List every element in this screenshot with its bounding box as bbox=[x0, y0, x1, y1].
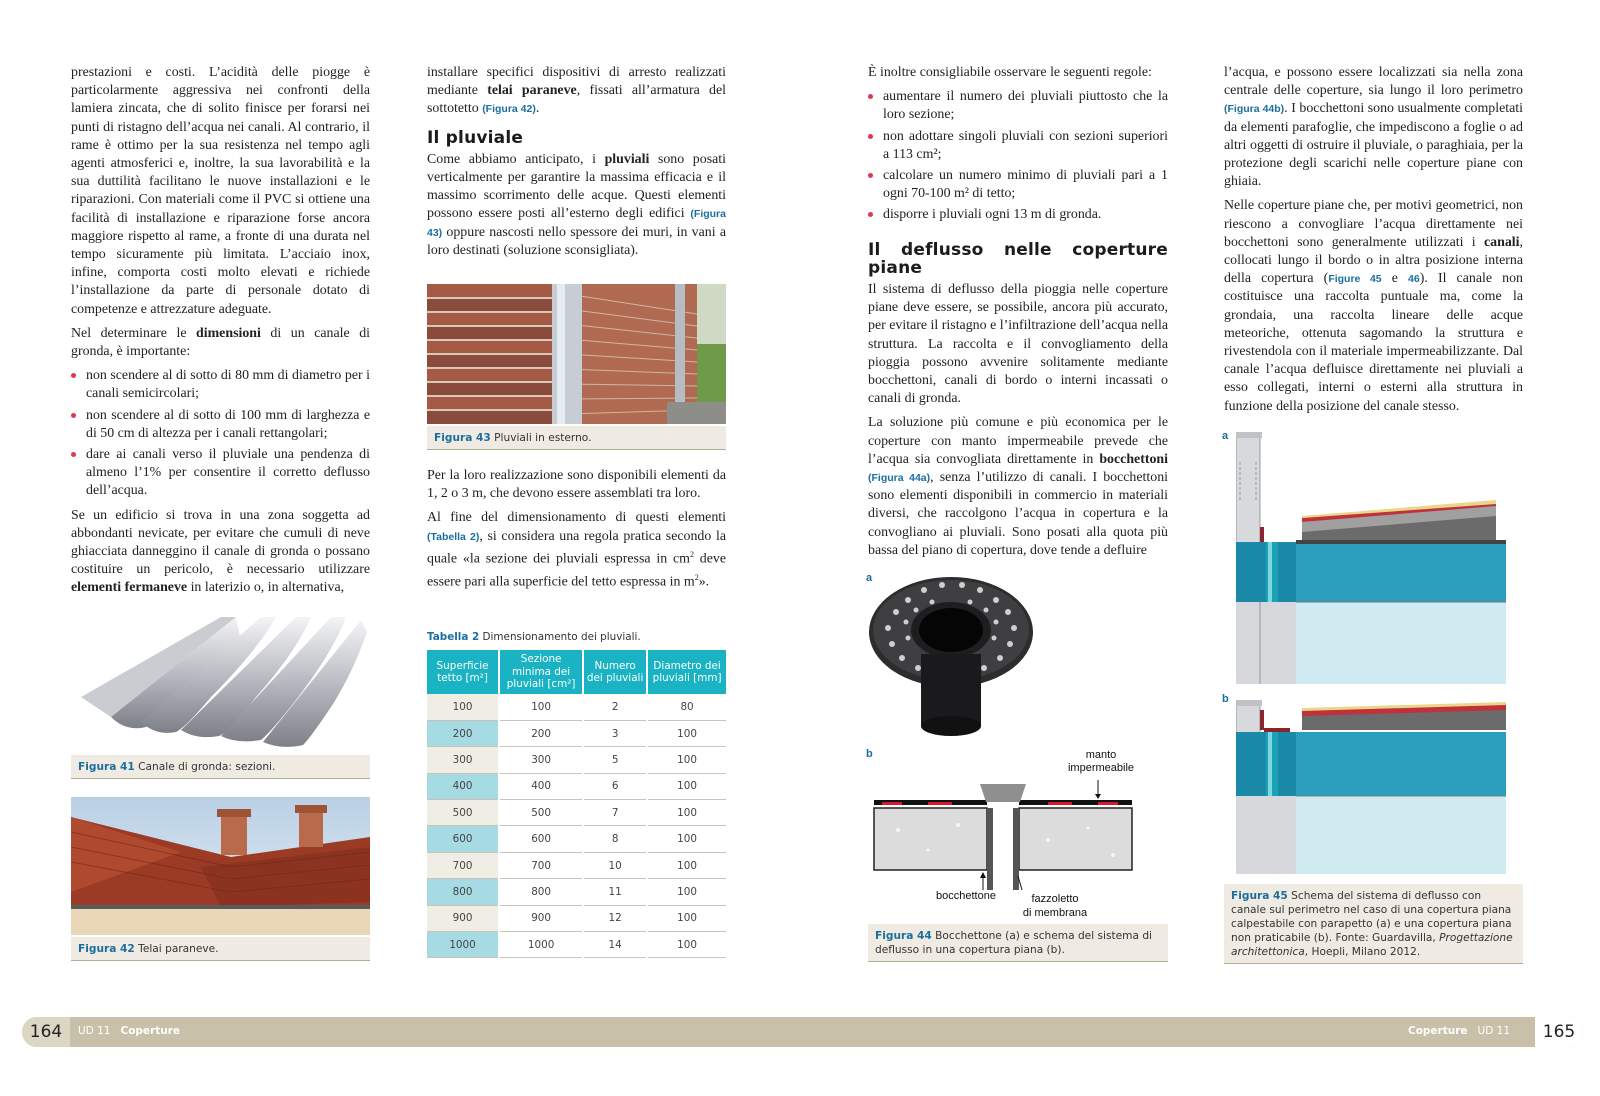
text: . I bocchettoni sono usualmente completati da elementi parafoglie, che impediscono a foglie o ad altri oggetti di ostruire il pluviale, o paraghiaia, per la protezione degli scarichi nelle coperture piane con ghiaia. bbox=[1224, 101, 1523, 190]
table-row bbox=[427, 826, 726, 852]
table-cell: 100 bbox=[647, 720, 726, 746]
text: l’acqua, e possono essere localizzati sia nella zona centrale delle coperture, sia lungo il loro perimetro bbox=[1224, 65, 1523, 99]
table-header-row bbox=[427, 650, 726, 694]
table-cell: 400 bbox=[499, 773, 583, 799]
table-cell: 100 bbox=[499, 694, 583, 720]
table-2-caption bbox=[427, 631, 641, 643]
caption-text: Pluviali in esterno. bbox=[490, 432, 592, 444]
downpipes-image bbox=[427, 284, 726, 424]
text: deve essere pari alla superficie del tetto espressa in m bbox=[427, 551, 726, 590]
table-row bbox=[427, 932, 726, 958]
figure-reference: Figure 45 bbox=[1328, 273, 1382, 286]
superscript: 2 bbox=[694, 572, 699, 582]
page-number-left: 164 bbox=[22, 1017, 70, 1047]
label-bocchettone: bocchettone bbox=[936, 890, 996, 902]
roof-drain-image bbox=[866, 572, 1041, 742]
table-row bbox=[427, 852, 726, 878]
perimeter-channel-section-a bbox=[1236, 432, 1506, 684]
text: di un canale di gronda, è importante: bbox=[71, 325, 370, 360]
label-text: manto bbox=[1085, 749, 1117, 761]
footer-left-text bbox=[78, 1025, 180, 1037]
table-cell: 100 bbox=[647, 879, 726, 905]
paragraph bbox=[1224, 64, 1523, 191]
list-item: disporre i pluviali ogni 13 m di gronda. bbox=[868, 206, 1168, 224]
column-1 bbox=[71, 64, 370, 604]
figure-44-label-a: a bbox=[866, 572, 873, 584]
text: e bbox=[1381, 271, 1409, 287]
figure-45-label-b: b bbox=[1222, 693, 1229, 705]
table-row bbox=[427, 773, 726, 799]
column-4 bbox=[1224, 64, 1523, 422]
table-row bbox=[427, 879, 726, 905]
table-cell: 100 bbox=[647, 747, 726, 773]
table bbox=[427, 650, 726, 958]
column-header: Numero dei pluviali bbox=[583, 650, 647, 694]
section-heading: Il deflusso nelle coperture piane bbox=[868, 239, 1168, 278]
bold-term: bocchettoni bbox=[1099, 451, 1168, 467]
table-cell: 400 bbox=[427, 773, 499, 799]
label-text: impermeabile bbox=[1067, 762, 1135, 774]
table-cell: 5 bbox=[583, 747, 647, 773]
figure-reference: (Figura 43) bbox=[427, 208, 726, 239]
paragraph bbox=[1224, 197, 1523, 415]
label-fazzoletto bbox=[1010, 892, 1100, 920]
table-cell: 300 bbox=[427, 747, 499, 773]
unit-label: UD 11 bbox=[1477, 1025, 1511, 1037]
list-item: non adottare singoli pluviali con sezioni superiori a 113 cm²; bbox=[868, 128, 1168, 164]
column-header: Superficie tetto [m²] bbox=[427, 650, 499, 694]
table-row bbox=[427, 694, 726, 720]
section-heading: Il pluviale bbox=[427, 127, 524, 148]
table-cell: 8 bbox=[583, 826, 647, 852]
text: Nel determinare le bbox=[71, 325, 197, 341]
table-reference: (Tabella 2) bbox=[427, 530, 480, 543]
bold-term: pluviali bbox=[604, 151, 650, 167]
figure-reference: 46 bbox=[1408, 273, 1420, 286]
figure-label: Figura 41 bbox=[78, 761, 135, 773]
text: ). Il canale non costituisce una raccolta puntuale ma, come la grondaia, una raccolta lineare delle acque meteoriche, ottenuta sagomando la struttura e rivestendola con il materiale impermeabilizzante. Dal canale l’acqua defluisce direttamente nei pluviali a esso collegati, interni o esterni alla struttura in funzione della posizione del canale stesso. bbox=[1224, 271, 1523, 414]
table-cell: 10 bbox=[583, 852, 647, 878]
text: , fissati all’armatura del sottotetto bbox=[427, 83, 726, 117]
figure-44-label-b: b bbox=[866, 748, 873, 760]
text: ». bbox=[698, 574, 710, 590]
figure-45-label-a: a bbox=[1222, 430, 1229, 442]
footer-right-text bbox=[1408, 1025, 1510, 1037]
text: . bbox=[535, 101, 540, 117]
column-header: Diametro dei pluviali [mm] bbox=[647, 650, 726, 694]
gutter-sections-image bbox=[71, 612, 370, 752]
table-row bbox=[427, 720, 726, 746]
table-cell: 1000 bbox=[499, 932, 583, 958]
figure-reference: (Figura 42) bbox=[482, 103, 536, 116]
paragraph bbox=[71, 507, 370, 598]
table-cell: 14 bbox=[583, 932, 647, 958]
text: installare specifici dispositivi di arresto realizzati mediante bbox=[427, 65, 726, 99]
caption-text: Bocchettone (a) e schema del sistema di deflusso in una copertura piana (b). bbox=[875, 930, 1152, 956]
figure-reference: (Figura 44a) bbox=[868, 472, 931, 485]
text: oppure nascosti nello spessore dei muri, in vani a loro destinati (soluzione sconsigliata). bbox=[427, 224, 726, 258]
table-cell: 500 bbox=[427, 800, 499, 826]
table-cell: 700 bbox=[499, 852, 583, 878]
table-cell: 500 bbox=[499, 800, 583, 826]
paragraph bbox=[71, 325, 370, 361]
table-cell: 600 bbox=[499, 826, 583, 852]
table-cell: 200 bbox=[427, 720, 499, 746]
roof-snow-guards-image bbox=[71, 797, 370, 935]
page-number-right: 165 bbox=[1535, 1017, 1583, 1047]
table-cell: 11 bbox=[583, 879, 647, 905]
paragraph bbox=[868, 414, 1168, 560]
text: in laterizio o, in alternativa, bbox=[187, 580, 345, 596]
table-cell: 100 bbox=[647, 932, 726, 958]
column-2 bbox=[427, 64, 726, 266]
table-cell: 100 bbox=[647, 773, 726, 799]
table-cell: 300 bbox=[499, 747, 583, 773]
table-cell: 3 bbox=[583, 720, 647, 746]
table-cell: 900 bbox=[499, 905, 583, 931]
footer-band bbox=[22, 1017, 1583, 1047]
paragraph: prestazioni e costi. L’acidità delle piogge è particolarmente aggressiva nei confronti della lamiera zincata, che di solito finisce per forarsi nei punti di ristagno dell’acqua nei canali. Al contrario, il rame è ottimo per la sua resistenza nel tempo agli agenti atmosferici e, inoltre, la sua lavorabilità e la sua duttilità facilitano le nuove installazioni e le riparazioni. Con materiali come il PVC si ottiene una facilità di installazione e riparazione forse ancora maggiore rispetto al rame, a fronte di una durata nel tempo sicuramente più limitata. L’acciaio inox, infine, comporta costi molto elevati e richiede l’installazione da parte di personale dotato di competenze e attrezzature adeguate. bbox=[71, 65, 370, 317]
bold-term: telai paraneve bbox=[487, 83, 577, 99]
superscript: 2 bbox=[689, 549, 694, 559]
figure-label: Figura 43 bbox=[434, 432, 491, 444]
table-cell: 800 bbox=[499, 879, 583, 905]
table-cell: 600 bbox=[427, 826, 499, 852]
figure-43-caption bbox=[427, 426, 726, 450]
caption-text: Telai paraneve. bbox=[134, 943, 219, 955]
table-label: Tabella 2 bbox=[427, 631, 480, 643]
paragraph bbox=[427, 509, 726, 591]
table-row bbox=[427, 800, 726, 826]
caption-text: , Hoepli, Milano 2012. bbox=[1304, 946, 1421, 958]
text: Nelle coperture piane che, per motivi geometrici, non riescono a convogliare l’acqua direttamente nei bocchettoni sono generalmente utilizzati i bbox=[1224, 198, 1523, 250]
caption-text: Schema del sistema di deflusso con canale sul perimetro nel caso di una copertura piana calpestabile con parapetto (a) e una copertura piana non praticabile (b). Fonte: Guardavilla, bbox=[1231, 890, 1512, 944]
list-item: calcolare un numero minimo di pluviali pari a 1 ogni 70-100 m² di tetto; bbox=[868, 167, 1168, 203]
bold-term: elementi fermaneve bbox=[71, 580, 188, 596]
figure-42-caption bbox=[71, 937, 370, 961]
text: Come abbiamo anticipato, i bbox=[427, 151, 605, 167]
unit-label: UD 11 bbox=[78, 1025, 111, 1037]
perimeter-channel-section-b bbox=[1236, 700, 1506, 874]
figure-reference: (Figura 44b) bbox=[1224, 103, 1285, 116]
table-cell: 200 bbox=[499, 720, 583, 746]
paragraph: Per la loro realizzazione sono disponibili elementi da 1, 2 o 3 m, che devono essere assemblati tra loro. bbox=[427, 468, 726, 502]
table-cell: 2 bbox=[583, 694, 647, 720]
figure-label: Figura 44 bbox=[875, 930, 932, 942]
column-3 bbox=[868, 64, 1168, 566]
figure-label: Figura 42 bbox=[78, 943, 135, 955]
figure-45-caption bbox=[1224, 884, 1523, 964]
table-cell: 100 bbox=[647, 905, 726, 931]
label-text: fazzoletto bbox=[1031, 893, 1079, 905]
table-cell: 100 bbox=[647, 800, 726, 826]
table-cell: 7 bbox=[583, 800, 647, 826]
table-cell: 80 bbox=[647, 694, 726, 720]
chapter-title: Coperture bbox=[120, 1025, 181, 1037]
table-cell: 12 bbox=[583, 905, 647, 931]
text: , collocati lungo il bordo o in altra posizione interna della copertura ( bbox=[1224, 234, 1523, 287]
table-cell: 6 bbox=[583, 773, 647, 799]
label-manto bbox=[1058, 749, 1144, 775]
column-header: Sezione minima dei pluviali [cm²] bbox=[499, 650, 583, 694]
text: Se un edificio si trova in una zona soggetta ad abbondanti nevicate, per evitare che cumuli di neve ghiacciata danneggino il canale di gronda o possano costituire un pericolo, è necessario utilizzare bbox=[71, 507, 370, 578]
table-cell: 800 bbox=[427, 879, 499, 905]
chapter-title: Coperture bbox=[1408, 1025, 1468, 1037]
bold-term: canali bbox=[1484, 234, 1520, 250]
figure-44-caption bbox=[868, 924, 1168, 962]
text: , si considera una regola pratica secondo la quale «la sezione dei pluviali espressa in cm bbox=[427, 528, 727, 567]
text: Al fine del dimensionamento di questi elementi bbox=[427, 510, 726, 526]
text: sono posati verticalmente per garantire la massima efficacia e il massimo scorrimento delle acque. Questi elementi possono essere posti all’esterno degli edifici bbox=[427, 151, 726, 222]
table-cell: 900 bbox=[427, 905, 499, 931]
paragraph bbox=[427, 151, 726, 260]
table-cell: 100 bbox=[647, 852, 726, 878]
column-2-lower bbox=[427, 467, 726, 597]
table-cell: 700 bbox=[427, 852, 499, 878]
paragraph: Il sistema di deflusso della pioggia nelle coperture piane deve essere, se possibile, ancora più accurato, per evitare il ristagno e l’infiltrazione dell’acqua nella struttura. La raccolta e il convogliamento della pioggia possono avvenire solitamente mediante bocchettoni, canali di bordo o interni incassati o canali di gronda. bbox=[868, 282, 1168, 407]
bold-term: dimensioni bbox=[196, 325, 261, 341]
paragraph bbox=[427, 64, 726, 119]
label-text: di membrana bbox=[1022, 907, 1088, 919]
book-title: Progettazione architettonica bbox=[1231, 932, 1513, 958]
caption-text: Canale di gronda: sezioni. bbox=[134, 761, 276, 773]
roof-drain-section-diagram bbox=[868, 780, 1138, 890]
table-row bbox=[427, 747, 726, 773]
text: , senza l’utilizzo di canali. I bocchettoni sono elementi disponibili in commercio in materiali diversi, che raccolgono l’acqua in copertura e la convogliano ai pluviali. Sono posati alla quota più bassa del piano di copertura, dove tende a defluire bbox=[868, 470, 1168, 558]
table-cell: 1000 bbox=[427, 932, 499, 958]
list-item: aumentare il numero dei pluviali piuttosto che la loro sezione; bbox=[868, 88, 1168, 124]
figure-41-caption bbox=[71, 755, 370, 779]
figure-label: Figura 45 bbox=[1231, 890, 1288, 902]
table-row bbox=[427, 905, 726, 931]
pipe-sizing-table bbox=[427, 650, 726, 958]
list-item: non scendere al di sotto di 100 mm di larghezza e di 50 cm di altezza per i canali rettangolari; bbox=[71, 407, 370, 443]
table-cell: 100 bbox=[427, 694, 499, 720]
table-title: Dimensionamento dei pluviali. bbox=[479, 631, 641, 643]
list-item: non scendere al di sotto di 80 mm di diametro per i canali semicircolari; bbox=[71, 367, 370, 403]
table-cell: 100 bbox=[647, 826, 726, 852]
list-item: dare ai canali verso il pluviale una pendenza di almeno l’1% per consentire il corretto deflusso dell’acqua. bbox=[71, 446, 370, 501]
paragraph: È inoltre consigliabile osservare le seguenti regole: bbox=[868, 65, 1152, 80]
text: La soluzione più comune e più economica per le coperture con manto impermeabile prevede che l’acqua sia convogliata direttamente in bbox=[868, 415, 1168, 467]
